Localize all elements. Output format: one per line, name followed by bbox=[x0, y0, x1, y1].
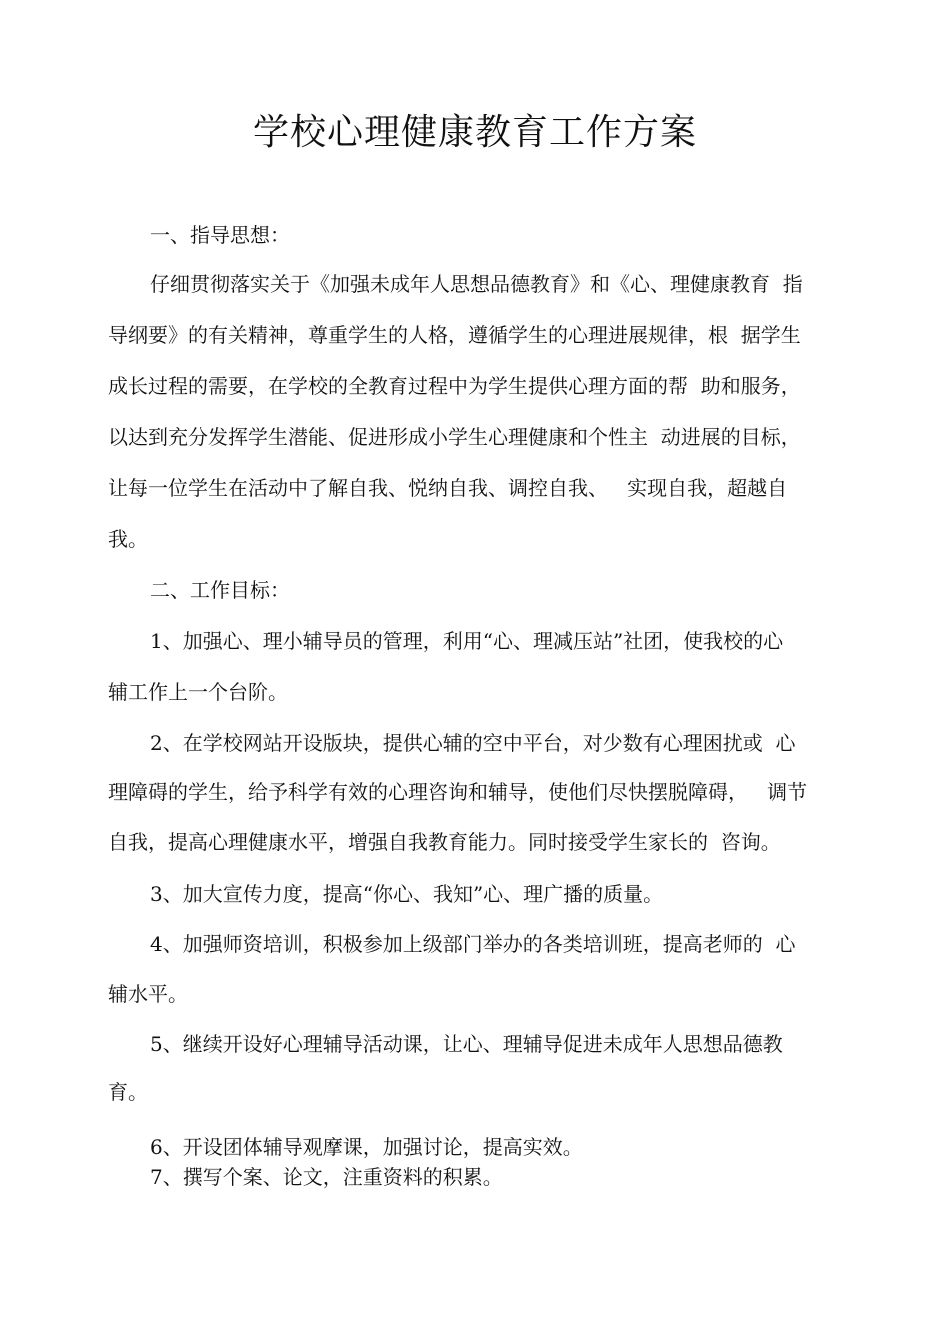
paragraph-line: 仔细贯彻落实关于《加强未成年人思想品德教育》和《心、理健康教育 指 bbox=[150, 272, 803, 296]
goal-item-line: 自我，提高心理健康水平，增强自我教育能力。同时接受学生家长的 咨询。 bbox=[108, 830, 781, 854]
goal-item-line: 2、在学校网站开设版块，提供心辅的空中平台，对少数有心理困扰或 心 bbox=[150, 731, 796, 755]
goal-item-line: 育。 bbox=[108, 1080, 148, 1104]
goal-item-line: 4、加强师资培训，积极参加上级部门举办的各类培训班，提高老师的 心 bbox=[150, 932, 796, 956]
paragraph-line: 我。 bbox=[108, 527, 148, 551]
goal-item-line: 5、继续开设好心理辅导活动课，让心、理辅导促进未成年人思想品德教 bbox=[150, 1032, 783, 1056]
paragraph-line: 以达到充分发挥学生潜能、促进形成小学生心理健康和个性主 动进展的目标， bbox=[108, 425, 801, 449]
document-title: 学校心理健康教育工作方案 bbox=[252, 112, 697, 153]
goal-item-line: 辅水平。 bbox=[108, 982, 188, 1006]
paragraph-line: 成长过程的需要，在学校的全教育过程中为学生提供心理方面的帮 助和服务， bbox=[108, 374, 801, 398]
paragraph-line: 让每一位学生在活动中了解自我、悦纳自我、调控自我、 实现自我，超越自 bbox=[108, 476, 788, 500]
section-heading-guiding-ideology: 一、指导思想： bbox=[150, 223, 290, 247]
paragraph-line: 导纲要》的有关精神，尊重学生的人格，遵循学生的心理进展规律，根 据学生 bbox=[108, 323, 801, 347]
goal-item-line: 6、开设团体辅导观摩课，加强讨论，提高实效。 bbox=[150, 1135, 583, 1159]
goal-item-line: 辅工作上一个台阶。 bbox=[108, 680, 288, 704]
section-heading-work-goals: 二、工作目标： bbox=[150, 578, 290, 602]
goal-item-line: 3、加大宣传力度，提高“你心、我知”心、理广播的质量。 bbox=[150, 882, 664, 906]
goal-item-line: 理障碍的学生，给予科学有效的心理咨询和辅导，使他们尽快摆脱障碍， 调节 bbox=[108, 780, 808, 804]
goal-item-line: 7、撰写个案、论文，注重资料的积累。 bbox=[150, 1165, 503, 1189]
goal-item-line: 1、加强心、理小辅导员的管理，利用“心、理减压站”社团，使我校的心 bbox=[150, 629, 784, 653]
